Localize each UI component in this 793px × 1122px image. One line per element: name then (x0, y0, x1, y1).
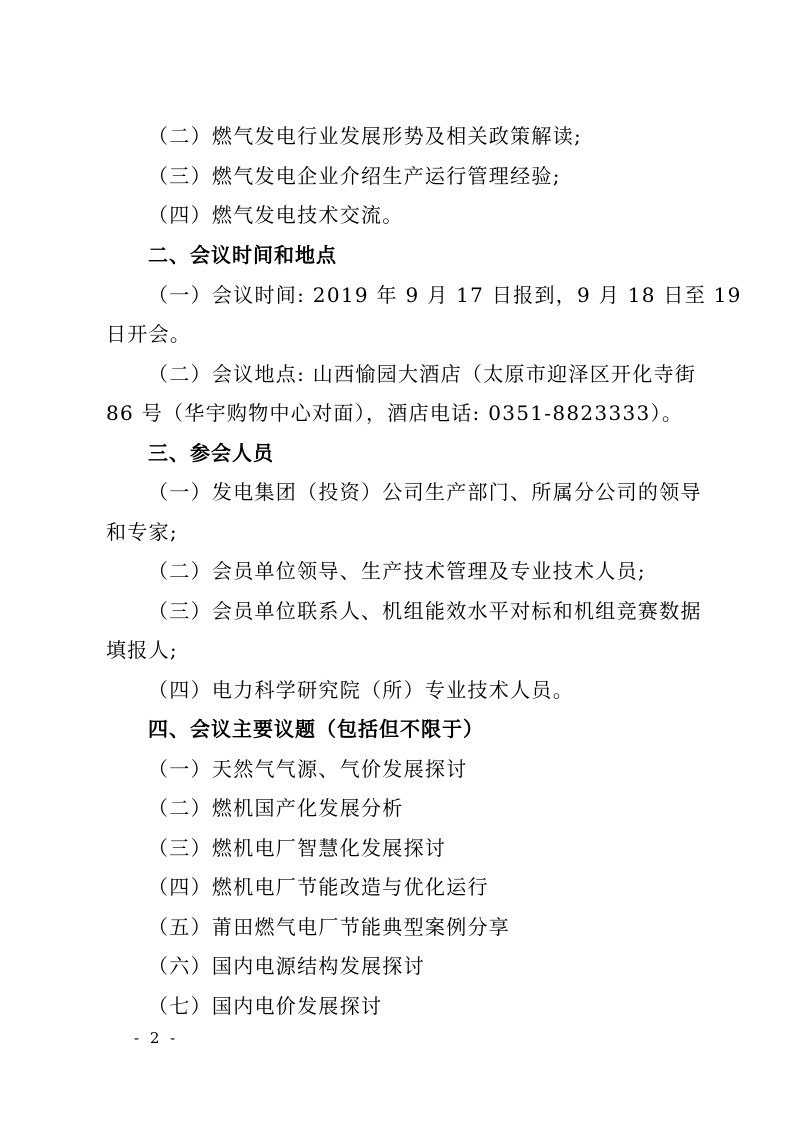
section-heading: 二、会议时间和地点 (148, 243, 337, 267)
paragraph-line: 日开会。 (106, 322, 192, 346)
list-item: （七）国内电价发展探讨 (148, 994, 383, 1018)
paragraph-line: （二）会议地点: 山西愉园大酒店（太原市迎泽区开化寺街 (148, 362, 697, 386)
list-item: （二）燃气发电行业发展形势及相关政策解读; (148, 124, 583, 148)
paragraph-line: 86 号（华宇购物中心对面），酒店电话: 0351-8823333）。 (106, 401, 684, 425)
list-item: （二）会员单位领导、生产技术管理及专业技术人员; (148, 559, 646, 583)
list-item: （五）莆田燃气电厂节能典型案例分享 (148, 915, 511, 939)
list-item: （二）燃机国产化发展分析 (148, 796, 404, 820)
list-item: （一）天然气气源、气价发展探讨 (148, 757, 468, 781)
list-item: （四）燃机电厂节能改造与优化运行 (148, 875, 489, 899)
list-item: （四）电力科学研究院（所）专业技术人员。 (148, 678, 574, 702)
list-item: （三）燃机电厂智慧化发展探讨 (148, 836, 447, 860)
list-item: （三）燃气发电企业介绍生产运行管理经验; (148, 164, 561, 188)
paragraph-line: （一）会议时间: 2019 年 9 月 17 日报到，9 月 18 日至 19 (148, 283, 742, 307)
paragraph-line: （三）会员单位联系人、机组能效水平对标和机组竞赛数据 (148, 599, 702, 623)
paragraph-line: （一）发电集团（投资）公司生产部门、所属分公司的领导 (148, 480, 702, 504)
section-heading: 三、参会人员 (148, 441, 274, 465)
page-number: - 2 - (134, 1029, 179, 1047)
section-heading: 四、会议主要议题（包括但不限于） (148, 717, 484, 741)
paragraph-line: 填报人; (106, 638, 178, 662)
list-item: （四）燃气发电技术交流。 (148, 203, 404, 227)
list-item: （六）国内电源结构发展探讨 (148, 954, 425, 978)
paragraph-line: 和专家; (106, 520, 178, 544)
